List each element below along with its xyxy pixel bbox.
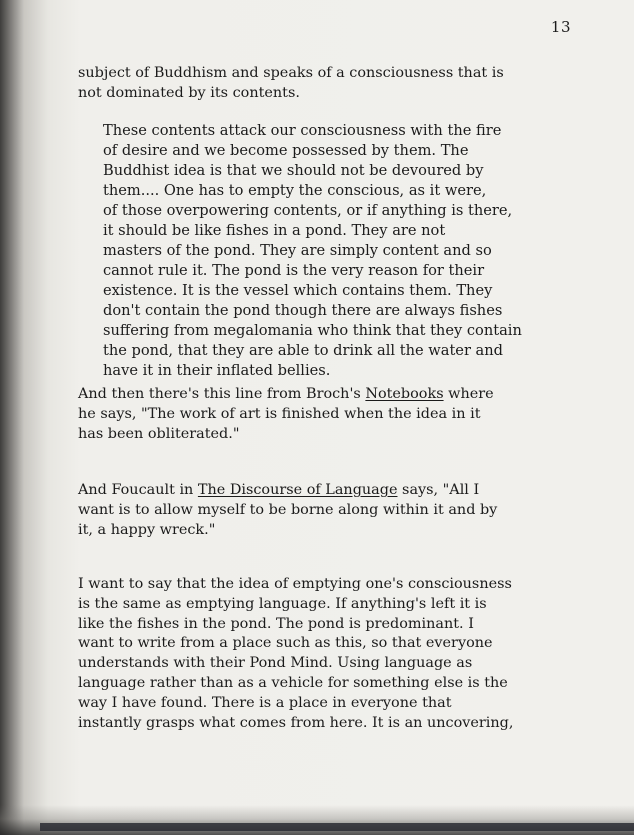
text-line: cannot rule it. The pond is the very reason for their (103, 262, 485, 279)
text-line: of those overpowering contents, or if anything is there, (103, 202, 513, 219)
text-line: has been obliterated." (78, 425, 240, 442)
text-line: Buddhist idea is that we should not be devoured by (103, 162, 484, 179)
paragraph-foucault (78, 481, 497, 540)
text-line: want to write from a place such as this, so that everyone (78, 635, 493, 652)
text-line: instantly grasps what comes from here. It is an uncovering, (78, 714, 514, 731)
paragraph-broch (78, 385, 494, 444)
text-line: I want to say that the idea of emptying one's consciousness (78, 576, 512, 592)
text-line: And then there's this line from Broch's Notebooks where (78, 386, 494, 402)
text-line: the pond, that they are able to drink all the water and (103, 342, 503, 359)
text-line: have it in their inflated bellies. (103, 362, 331, 379)
text-line: of desire and we become possessed by them. The (103, 142, 469, 159)
text-line: suffering from megalomania who think that they contain (103, 322, 522, 339)
book-title-notebooks: Notebooks (365, 386, 444, 402)
paragraph-intro (78, 64, 504, 104)
text-line: And Foucault in The Discourse of Language says, "All I (78, 482, 480, 498)
paragraph-emptying-language (78, 575, 513, 733)
book-cover-edge (40, 823, 634, 831)
text-line: subject of Buddhism and speaks of a consciousness that is (78, 65, 504, 81)
page-number: 13 (550, 18, 571, 36)
text-line: it should be like fishes in a pond. They are not (103, 222, 446, 239)
text-line: is the same as emptying language. If anything's left it is (78, 595, 487, 612)
text-line: masters of the pond. They are simply content and so (103, 242, 492, 259)
text-line: it, a happy wreck." (78, 521, 216, 538)
text-line: want is to allow myself to be borne along within it and by (78, 501, 498, 518)
text-line: like the fishes in the pond. The pond is predominant. I (78, 615, 474, 632)
text-line: understands with their Pond Mind. Using language as (78, 655, 473, 672)
paragraph-buddhist-quote (103, 121, 522, 381)
text-line: way I have found. There is a place in everyone that (78, 694, 452, 711)
text-line: them.... One has to empty the conscious, as it were, (103, 182, 487, 199)
text-line: not dominated by its contents. (78, 84, 300, 101)
text-line: These contents attack our consciousness with the fire (103, 122, 502, 139)
text-line: language rather than as a vehicle for something else is the (78, 674, 508, 691)
text-line: he says, "The work of art is finished when the idea in it (78, 405, 481, 422)
text-line: don't contain the pond though there are always fishes (103, 302, 503, 319)
book-title-discourse: The Discourse of Language (197, 482, 398, 498)
text-line: existence. It is the vessel which contains them. They (103, 282, 493, 299)
